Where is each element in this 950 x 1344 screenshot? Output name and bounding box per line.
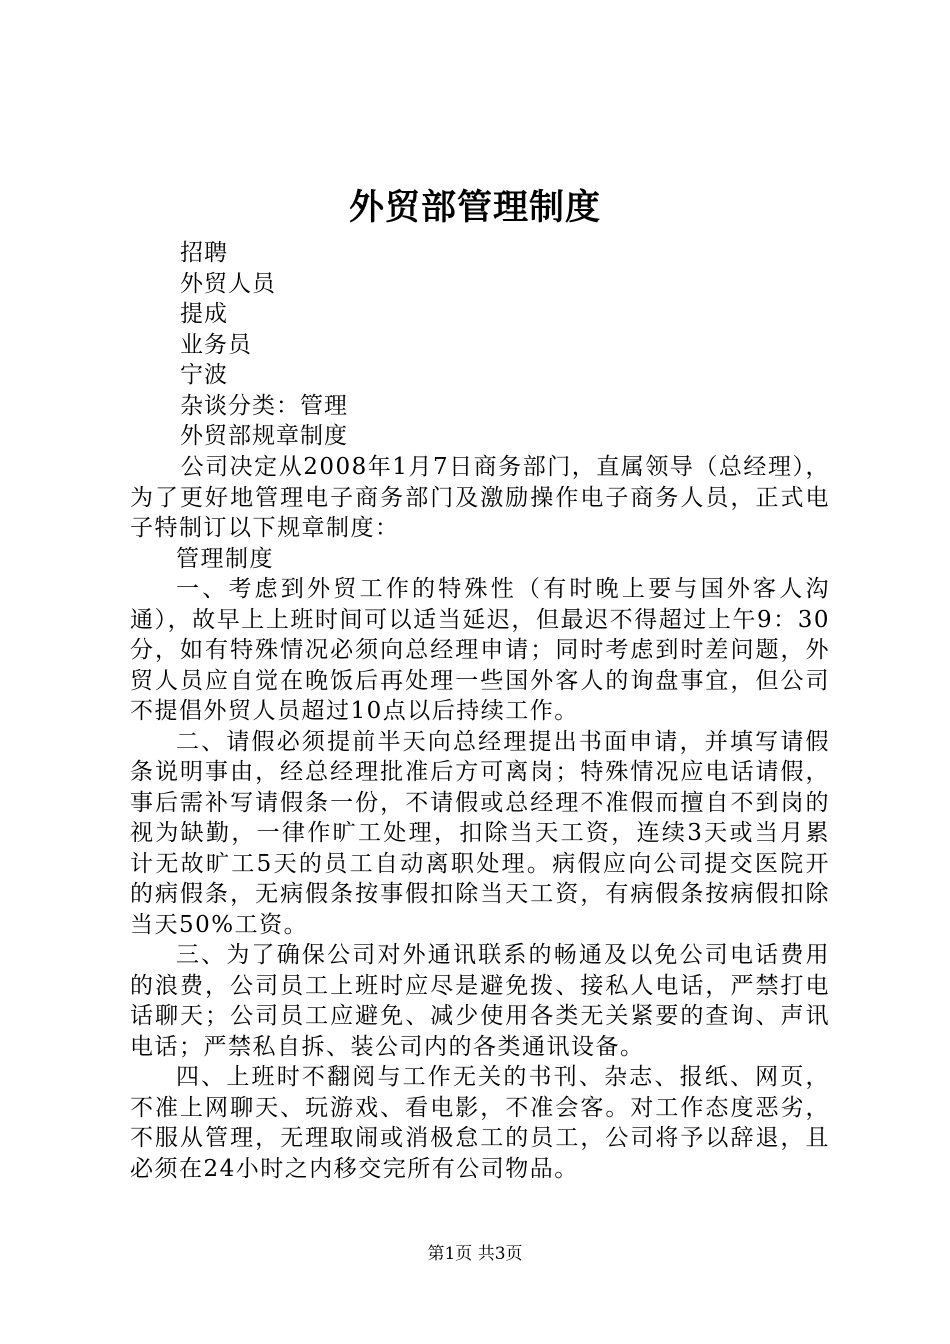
- document-body: [130, 452, 830, 1184]
- document-title: 外贸部管理制度: [348, 187, 601, 228]
- tag-item: 招聘: [180, 240, 228, 266]
- tag-item: 业务员: [180, 331, 252, 358]
- tag-item: 宁波: [180, 362, 228, 388]
- intro-paragraph: 公司决定从2008年1月7日商务部门，直属领导（总经理），为了更好地管理电子商务部门及激励操作电子商务人员，正式电子特制订以下规章制度：: [130, 454, 830, 541]
- tag-item: 提成: [180, 301, 228, 327]
- rule-paragraph-2: 二、请假必须提前半天向总经理提出书面申请，并填写请假条说明事由，经总经理批准后方可离岗；特殊情况应电话请假，事后需补写请假条一份，不请假或总经理不准假而擅自不到岗的视为缺勤，一律作旷工处理，扣除当天工资，连续3天或当月累计无故旷工5天的员工自动离职处理。病假应向公司提交医院开的病假条，无病假条按事假扣除当天工资，有病假条按病假扣除当天50%工资。: [130, 728, 830, 938]
- tag-item: 外贸人员: [180, 270, 276, 297]
- section-heading: 管理制度: [176, 545, 274, 572]
- rule-paragraph-1: 一、考虑到外贸工作的特殊性（有时晚上要与国外客人沟通），故早上上班时间可以适当延迟，但最迟不得超过上午9：30分，如有特殊情况必须向总经理申请；同时考虑到时差问题，外贸人员应自觉在晚饭后再处理一些国外客人的询盘事宜，但公司不提倡外贸人员超过10点以后持续工作。: [130, 576, 830, 724]
- tag-list: [180, 238, 348, 452]
- page-footer: 第1页 共3页: [427, 1244, 523, 1264]
- tag-item: 外贸部规章制度: [180, 423, 348, 449]
- rule-paragraph-3: 三、为了确保公司对外通讯联系的畅通及以免公司电话费用的浪费，公司员工上班时应尽是避免拨、接私人电话，严禁打电话聊天；公司员工应避免、减少使用各类无关紧要的查询、声讯电话；严禁私自拆、装公司内的各类通讯设备。: [130, 942, 830, 1060]
- tag-item: 杂谈分类：管理: [180, 392, 348, 419]
- rule-paragraph-4: 四、上班时不翻阅与工作无关的书刊、杂志、报纸、网页，不准上网聊天、玩游戏、看电影，不准会客。对工作态度恶劣，不服从管理，无理取闹或消极怠工的员工，公司将予以辞退，且必须在24小时之内移交完所有公司物品。: [130, 1064, 830, 1182]
